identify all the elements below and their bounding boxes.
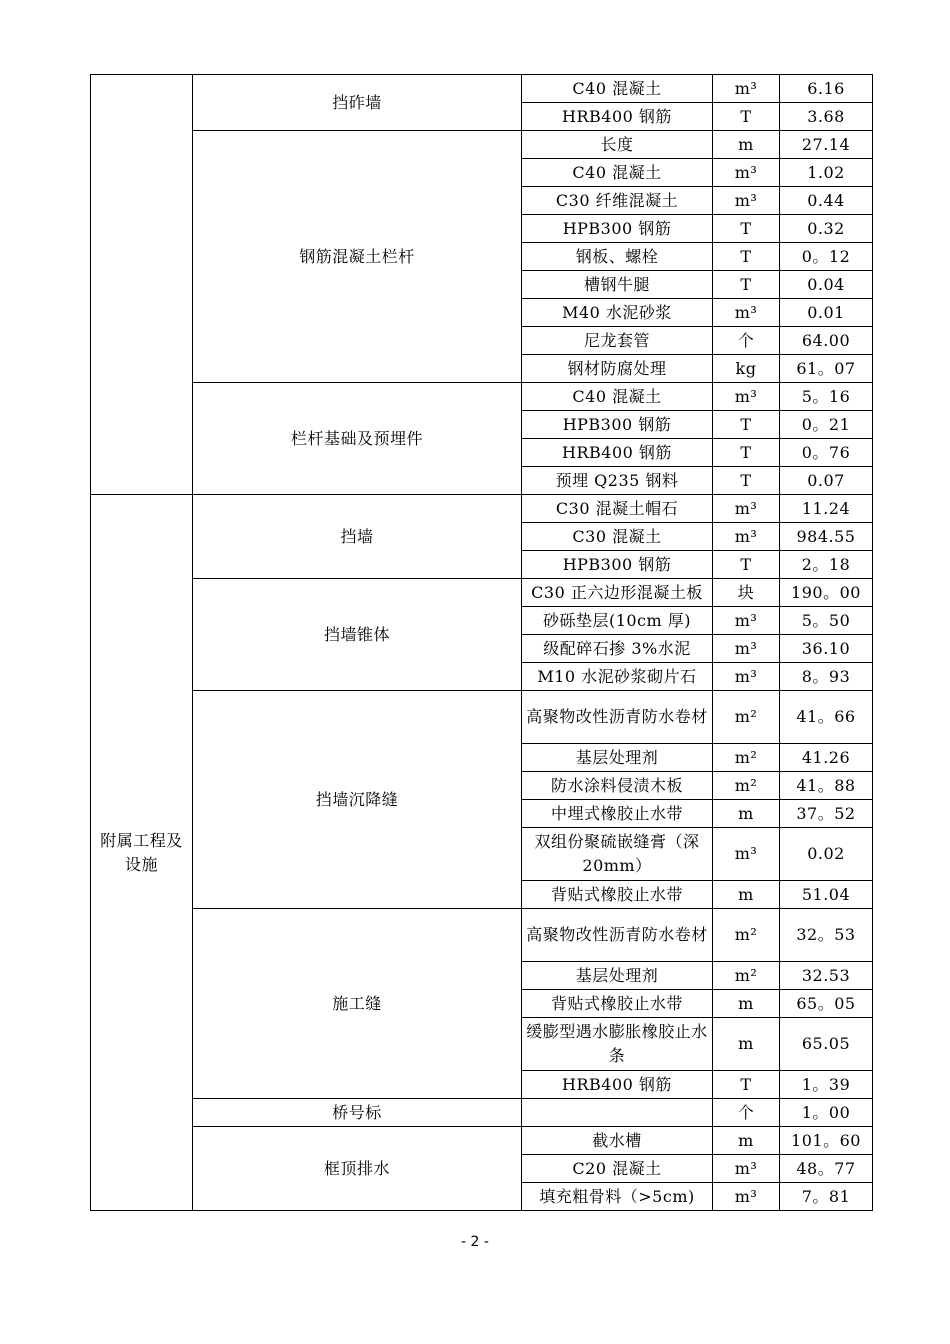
quantity-cell: 0。21 (780, 411, 873, 439)
table-row (91, 495, 873, 523)
quantity-cell: 65。05 (780, 990, 873, 1018)
quantity-cell: 11.24 (780, 495, 873, 523)
quantity-cell: 0.32 (780, 215, 873, 243)
table-row (91, 383, 873, 411)
quantity-cell: 32.53 (780, 962, 873, 990)
unit-cell: T (713, 103, 780, 131)
unit-cell: m² (713, 744, 780, 772)
material-cell: C30 混凝土 (522, 523, 713, 551)
unit-cell: T (713, 439, 780, 467)
unit-cell: m³ (713, 159, 780, 187)
material-cell: 背贴式橡胶止水带 (522, 881, 713, 909)
quantity-cell: 41。88 (780, 772, 873, 800)
unit-cell: m³ (713, 663, 780, 691)
material-cell: 基层处理剂 (522, 962, 713, 990)
material-cell: 高聚物改性沥青防水卷材 (522, 909, 713, 962)
material-cell: C20 混凝土 (522, 1155, 713, 1183)
material-cell: HPB300 钢筋 (522, 551, 713, 579)
quantity-cell: 984.55 (780, 523, 873, 551)
table-row (91, 75, 873, 103)
unit-cell: m³ (713, 187, 780, 215)
unit-cell: m² (713, 772, 780, 800)
quantity-cell: 1。00 (780, 1099, 873, 1127)
material-cell: 槽钢牛腿 (522, 271, 713, 299)
item-name-cell: 挡墙 (193, 495, 522, 579)
unit-cell: m³ (713, 1183, 780, 1211)
quantity-cell: 32。53 (780, 909, 873, 962)
unit-cell: T (713, 243, 780, 271)
quantity-cell: 0。12 (780, 243, 873, 271)
unit-cell: m² (713, 691, 780, 744)
unit-cell: m² (713, 909, 780, 962)
quantity-table (90, 74, 873, 1211)
material-cell: 背贴式橡胶止水带 (522, 990, 713, 1018)
quantity-cell: 65.05 (780, 1018, 873, 1071)
material-cell: HPB300 钢筋 (522, 411, 713, 439)
quantity-cell: 36.10 (780, 635, 873, 663)
unit-cell: m³ (713, 75, 780, 103)
material-cell: 基层处理剂 (522, 744, 713, 772)
quantity-cell: 6.16 (780, 75, 873, 103)
material-cell: 中埋式橡胶止水带 (522, 800, 713, 828)
unit-cell: 个 (713, 327, 780, 355)
unit-cell: m³ (713, 523, 780, 551)
unit-cell: m³ (713, 299, 780, 327)
table-row (91, 909, 873, 962)
material-cell: M40 水泥砂浆 (522, 299, 713, 327)
quantity-cell: 41。66 (780, 691, 873, 744)
unit-cell: m (713, 1018, 780, 1071)
item-name-cell: 桥号标 (193, 1099, 522, 1127)
unit-cell: T (713, 467, 780, 495)
item-name-cell: 施工缝 (193, 909, 522, 1099)
quantity-cell: 0.04 (780, 271, 873, 299)
quantity-cell: 7。81 (780, 1183, 873, 1211)
material-cell: 钢材防腐处理 (522, 355, 713, 383)
unit-cell: T (713, 271, 780, 299)
material-cell: C30 混凝土帽石 (522, 495, 713, 523)
unit-cell: T (713, 551, 780, 579)
quantity-cell: 41.26 (780, 744, 873, 772)
material-cell: HPB300 钢筋 (522, 215, 713, 243)
quantity-cell: 2。18 (780, 551, 873, 579)
quantity-cell: 64.00 (780, 327, 873, 355)
material-cell: 预埋 Q235 钢料 (522, 467, 713, 495)
material-cell: 缓膨型遇水膨胀橡胶止水条 (522, 1018, 713, 1071)
material-cell: 防水涂料侵渍木板 (522, 772, 713, 800)
quantity-cell: 3.68 (780, 103, 873, 131)
quantity-cell: 5。16 (780, 383, 873, 411)
material-cell: C30 纤维混凝土 (522, 187, 713, 215)
material-cell: C40 混凝土 (522, 75, 713, 103)
unit-cell: 个 (713, 1099, 780, 1127)
quantity-cell: 8。93 (780, 663, 873, 691)
item-name-cell: 框顶排水 (193, 1127, 522, 1211)
unit-cell: m³ (713, 495, 780, 523)
quantity-cell: 48。77 (780, 1155, 873, 1183)
unit-cell: T (713, 215, 780, 243)
unit-cell: m (713, 1127, 780, 1155)
item-name-cell: 挡砟墙 (193, 75, 522, 131)
quantity-cell: 0。76 (780, 439, 873, 467)
quantity-cell: 0.44 (780, 187, 873, 215)
quantity-cell: 5。50 (780, 607, 873, 635)
material-cell (522, 1099, 713, 1127)
quantity-cell: 190。00 (780, 579, 873, 607)
material-cell: 双组份聚硫嵌缝膏（深20mm） (522, 828, 713, 881)
unit-cell: m (713, 131, 780, 159)
unit-cell: m³ (713, 607, 780, 635)
table-row (91, 579, 873, 607)
quantity-cell: 61。07 (780, 355, 873, 383)
material-cell: 砂砾垫层(10cm 厚) (522, 607, 713, 635)
quantity-cell: 1.02 (780, 159, 873, 187)
material-cell: HRB400 钢筋 (522, 103, 713, 131)
quantity-cell: 27.14 (780, 131, 873, 159)
material-cell: 钢板、螺栓 (522, 243, 713, 271)
category-cell: 附属工程及设施 (91, 495, 193, 1211)
material-cell: 尼龙套管 (522, 327, 713, 355)
quantity-cell: 51.04 (780, 881, 873, 909)
unit-cell: m³ (713, 828, 780, 881)
unit-cell: m (713, 881, 780, 909)
unit-cell: T (713, 1071, 780, 1099)
table-row (91, 1127, 873, 1155)
quantity-cell: 37。52 (780, 800, 873, 828)
material-cell: 长度 (522, 131, 713, 159)
quantity-cell: 1。39 (780, 1071, 873, 1099)
unit-cell: m³ (713, 1155, 780, 1183)
table-row (91, 131, 873, 159)
page-number: - 2 - (461, 1234, 489, 1250)
category-cell (91, 75, 193, 495)
table-row (91, 1099, 873, 1127)
unit-cell: kg (713, 355, 780, 383)
quantity-cell: 0.01 (780, 299, 873, 327)
unit-cell: m³ (713, 383, 780, 411)
material-cell: HRB400 钢筋 (522, 1071, 713, 1099)
item-name-cell: 挡墙沉降缝 (193, 691, 522, 909)
item-name-cell: 钢筋混凝土栏杆 (193, 131, 522, 383)
unit-cell: m² (713, 962, 780, 990)
material-cell: HRB400 钢筋 (522, 439, 713, 467)
material-cell: 截水槽 (522, 1127, 713, 1155)
unit-cell: m (713, 800, 780, 828)
material-cell: C30 正六边形混凝土板 (522, 579, 713, 607)
material-cell: M10 水泥砂浆砌片石 (522, 663, 713, 691)
unit-cell: T (713, 411, 780, 439)
item-name-cell: 栏杆基础及预埋件 (193, 383, 522, 495)
material-cell: C40 混凝土 (522, 159, 713, 187)
unit-cell: m³ (713, 635, 780, 663)
table-row (91, 691, 873, 744)
material-cell: 级配碎石掺 3%水泥 (522, 635, 713, 663)
item-name-cell: 挡墙锥体 (193, 579, 522, 691)
quantity-cell: 0.07 (780, 467, 873, 495)
quantity-cell: 101。60 (780, 1127, 873, 1155)
quantity-cell: 0.02 (780, 828, 873, 881)
unit-cell: 块 (713, 579, 780, 607)
material-cell: 填充粗骨料（>5cm) (522, 1183, 713, 1211)
material-cell: 高聚物改性沥青防水卷材 (522, 691, 713, 744)
unit-cell: m (713, 990, 780, 1018)
material-cell: C40 混凝土 (522, 383, 713, 411)
